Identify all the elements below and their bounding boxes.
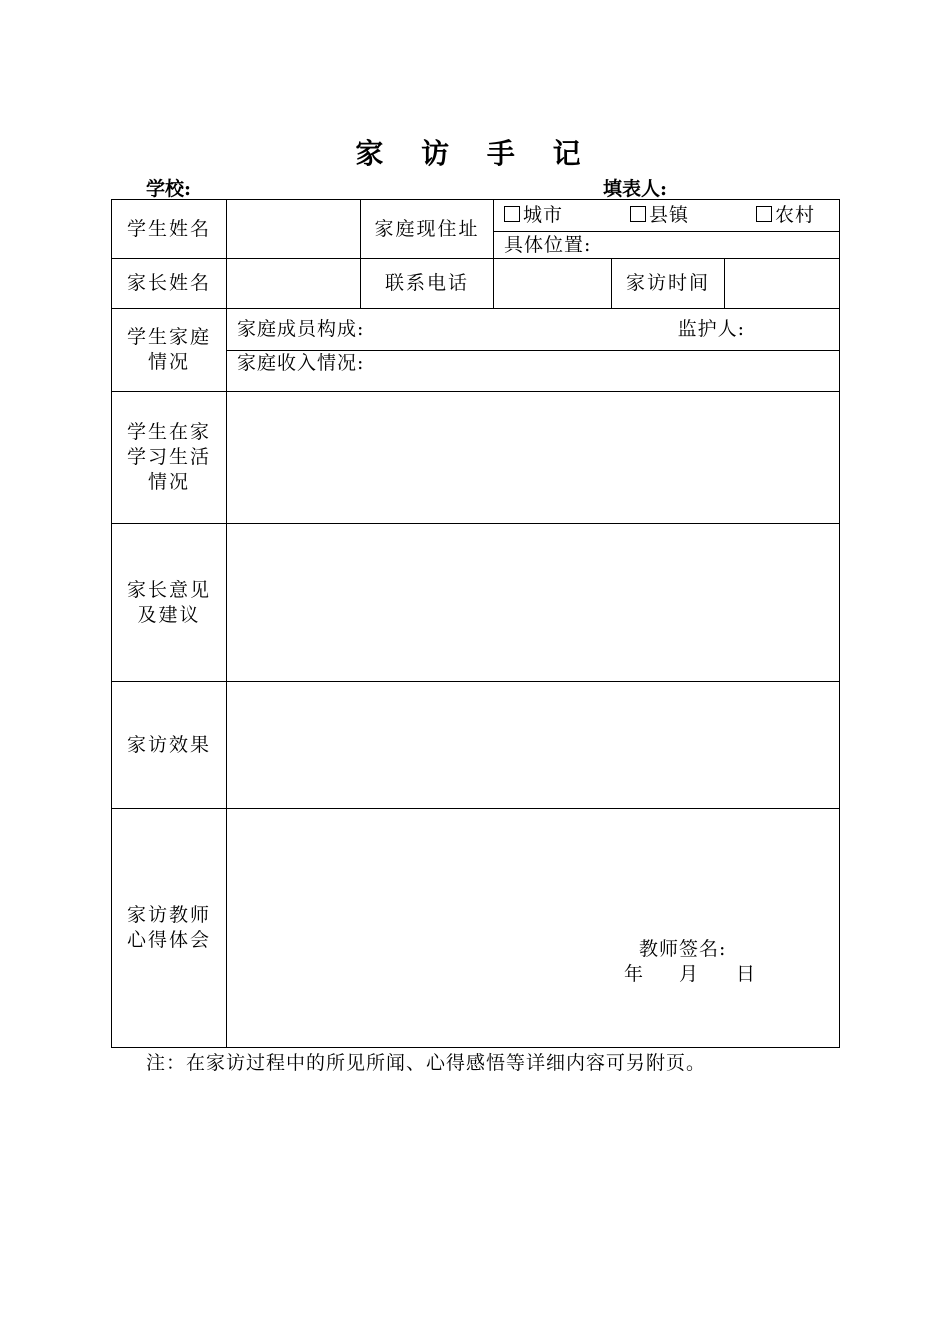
- home-life-field[interactable]: [227, 392, 840, 524]
- home-visit-form: [111, 199, 840, 1048]
- page-title: 家 访 手 记: [355, 137, 595, 170]
- family-members-field[interactable]: [227, 309, 840, 351]
- specific-location-field[interactable]: [494, 232, 840, 259]
- phone-field[interactable]: [494, 259, 612, 309]
- visit-time-field[interactable]: [725, 259, 840, 309]
- option-county[interactable]: 县镇: [630, 203, 689, 228]
- checkbox-icon[interactable]: [630, 206, 646, 222]
- student-name-field[interactable]: [227, 200, 361, 259]
- checkbox-icon[interactable]: [504, 206, 520, 222]
- date-day-label: 日: [736, 963, 757, 985]
- student-name-label: 学生姓名: [112, 200, 227, 259]
- teacher-reflection-field[interactable]: [227, 809, 840, 1048]
- family-situation-label: 学生家庭 情况: [112, 309, 227, 392]
- date-month-label: 月: [679, 963, 700, 985]
- address-type-options: [494, 200, 840, 232]
- parent-opinion-label: 家长意见 及建议: [112, 524, 227, 682]
- family-income-label: 家庭收入情况:: [237, 352, 365, 374]
- family-income-field[interactable]: [227, 351, 840, 392]
- checkbox-icon[interactable]: [756, 206, 772, 222]
- date-year-label: 年: [624, 963, 645, 985]
- teacher-reflection-label: 家访教师 心得体会: [112, 809, 227, 1048]
- parent-name-field[interactable]: [227, 259, 361, 309]
- visit-time-label: 家访时间: [612, 259, 725, 309]
- option-rural[interactable]: 农村: [756, 203, 815, 228]
- school-label: 学校:: [146, 178, 192, 200]
- guardian-label: 监护人:: [677, 318, 746, 340]
- specific-location-label: 具体位置:: [504, 233, 592, 256]
- parent-name-label: 家长姓名: [112, 259, 227, 309]
- phone-label: 联系电话: [361, 259, 494, 309]
- footnote: 注：在家访过程中的所见所闻、心得感悟等详细内容可另附页。: [146, 1052, 707, 1074]
- visit-effect-field[interactable]: [227, 682, 840, 809]
- parent-opinion-field[interactable]: [227, 524, 840, 682]
- filler-label: 填表人:: [603, 178, 668, 200]
- teacher-signature-label: 教师签名:: [639, 938, 727, 960]
- option-city[interactable]: 城市: [504, 203, 563, 228]
- home-life-label: 学生在家 学习生活 情况: [112, 392, 227, 524]
- visit-effect-label: 家访效果: [112, 682, 227, 809]
- family-members-label: 家庭成员构成:: [237, 318, 365, 340]
- home-address-label: 家庭现住址: [361, 200, 494, 259]
